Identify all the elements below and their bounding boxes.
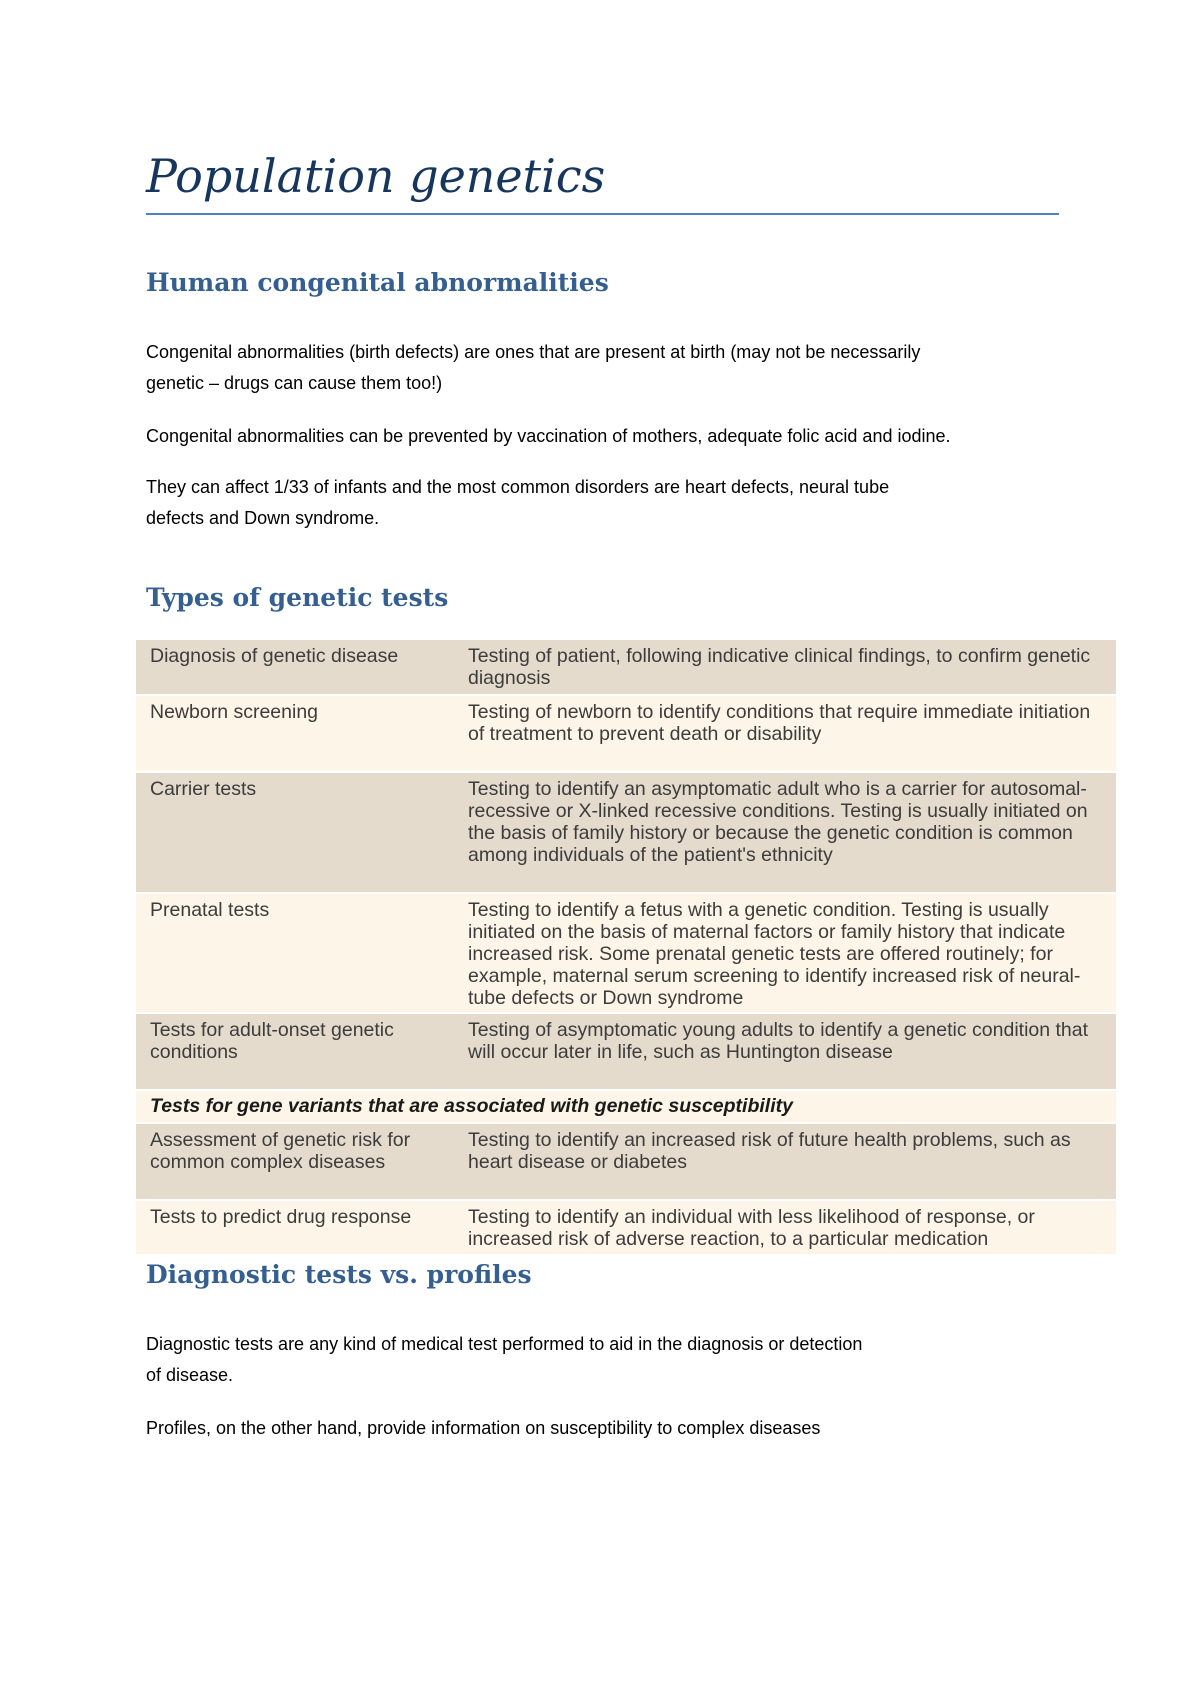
test-type-cell (136, 1123, 454, 1200)
paragraph-line: Congenital abnormalities can be prevented by vaccination of mothers, adequate folic acid and iodine. (146, 426, 951, 446)
paragraph-congenital-prevention (146, 421, 1076, 452)
table-row (136, 893, 1116, 1013)
paragraph-line: genetic – drugs can cause them too!) (146, 373, 443, 393)
heading-diagnostic-vs-profiles: Diagnostic tests vs. profiles (146, 1260, 532, 1289)
paragraph-line: defects and Down syndrome. (146, 508, 380, 528)
paragraph-line: Profiles, on the other hand, provide information on susceptibility to complex diseases (146, 1418, 821, 1438)
paragraph-line: Congenital abnormalities (birth defects) are ones that are present at birth (may not be necessarily (146, 342, 921, 362)
genetic-tests-table (136, 640, 1116, 1256)
test-type: Assessment of genetic risk for common complex diseases (150, 1129, 411, 1173)
test-type: Diagnosis of genetic disease (150, 645, 399, 667)
test-type: Prenatal tests (150, 899, 270, 921)
paragraph-line: They can affect 1/33 of infants and the most common disorders are heart defects, neural tube (146, 477, 890, 497)
table-row (136, 1200, 1116, 1255)
test-description-cell (454, 1123, 1116, 1200)
test-type-cell (136, 1013, 454, 1090)
test-description: Testing to identify an individual with less likelihood of response, or increased risk of adverse reaction, to a particular medication (468, 1206, 1035, 1250)
test-description-cell (454, 1013, 1116, 1090)
test-type-cell (136, 695, 454, 772)
heading-congenital: Human congenital abnormalities (146, 268, 609, 297)
table-row (136, 772, 1116, 893)
test-type: Carrier tests (150, 778, 257, 800)
test-type: Tests for adult-onset genetic conditions (150, 1019, 394, 1063)
test-description: Testing to identify an asymptomatic adult who is a carrier for autosomal-recessive or X-linked recessive conditions. Testing is usually initiated on the basis of family history or because the genetic condition is common among individuals of the patient's ethnicity (468, 778, 1088, 866)
test-description: Testing of asymptomatic young adults to identify a genetic condition that will occur later in life, such as Huntington disease (468, 1019, 1089, 1063)
test-type: Tests to predict drug response (150, 1206, 412, 1228)
test-description: Testing to identify an increased risk of future health problems, such as heart disease or diabetes (468, 1129, 1071, 1173)
paragraph-congenital-definition (146, 337, 1076, 399)
table-section-header-row (136, 1090, 1116, 1123)
test-type-cell (136, 1200, 454, 1255)
paragraph-line: Diagnostic tests are any kind of medical test performed to aid in the diagnosis or detection (146, 1334, 863, 1354)
table-section-header: Tests for gene variants that are associated with genetic susceptibility (136, 1090, 1116, 1123)
paragraph-congenital-frequency (146, 472, 1076, 534)
test-description-cell (454, 1200, 1116, 1255)
test-type-cell (136, 893, 454, 1013)
table-row (136, 695, 1116, 772)
title-underline (146, 213, 1059, 215)
test-description-cell (454, 772, 1116, 893)
test-description: Testing of newborn to identify conditions that require immediate initiation of treatment to prevent death or disability (468, 701, 1091, 745)
test-type: Newborn screening (150, 701, 319, 723)
paragraph-line: of disease. (146, 1365, 234, 1385)
table-row (136, 640, 1116, 695)
paragraph-profiles-definition (146, 1413, 1076, 1444)
heading-genetic-tests: Types of genetic tests (146, 583, 449, 612)
table-row (136, 1123, 1116, 1200)
test-type-cell (136, 640, 454, 695)
test-description-cell (454, 893, 1116, 1013)
paragraph-diagnostic-definition (146, 1329, 1076, 1391)
test-description-cell (454, 695, 1116, 772)
test-type-cell (136, 772, 454, 893)
table-row (136, 1013, 1116, 1090)
test-description: Testing of patient, following indicative clinical findings, to confirm genetic diagnosis (468, 645, 1091, 689)
page-title: Population genetics (146, 149, 606, 203)
test-description-cell (454, 640, 1116, 695)
test-description: Testing to identify a fetus with a genetic condition. Testing is usually initiated on the basis of maternal factors or family history that indicate increased risk. Some prenatal genetic tests are offered routinely; for example, maternal serum screening to identify increased risk of neural-tube defects or Down syndrome (468, 899, 1081, 1009)
